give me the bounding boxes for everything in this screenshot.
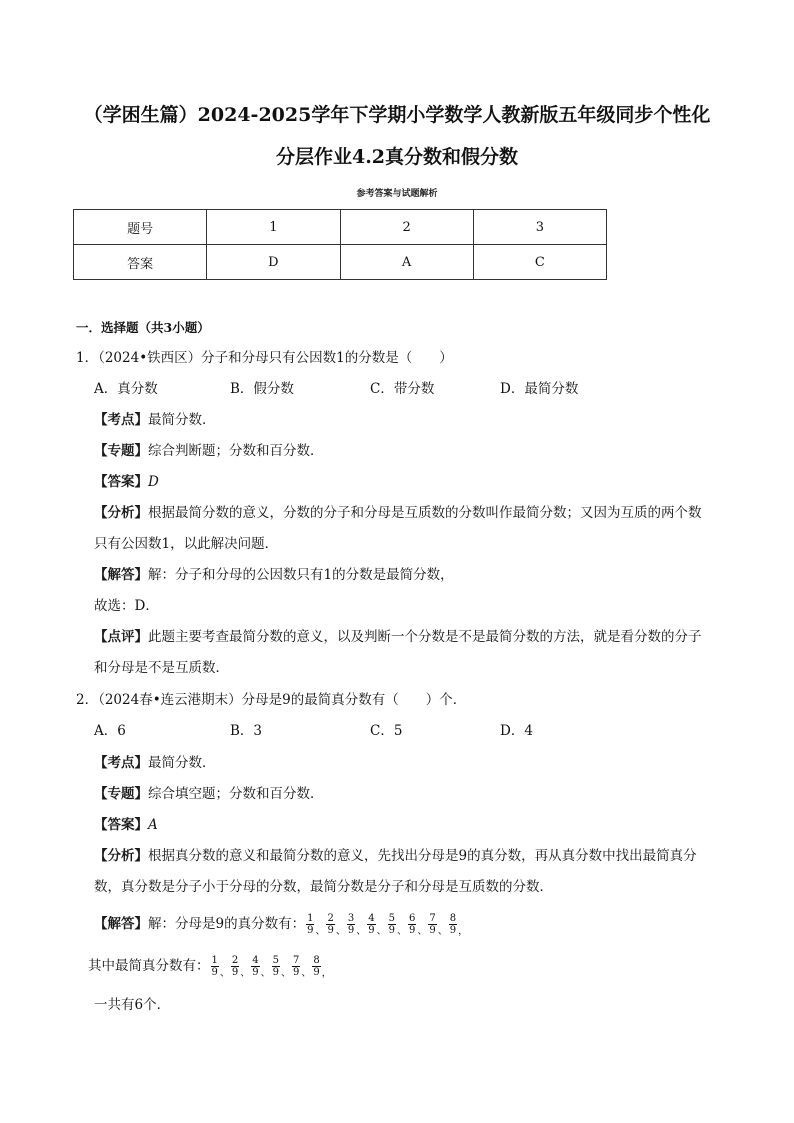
fraction-denominator: 9: [211, 967, 218, 978]
fraction-denominator: 9: [293, 967, 300, 978]
table-cell: 答案: [74, 245, 207, 280]
jieda-tag: 【解答】: [94, 567, 148, 583]
q2-option-d: D．4: [500, 723, 533, 739]
q2-fenxi-line-2: 数，真分数是分子小于分母的分数，最简分数是分子和分母是互质数的分数．: [94, 879, 553, 895]
table-cell: 3: [473, 210, 606, 245]
daan-tag: 【答案】: [94, 474, 148, 490]
fenxi-tag: 【分析】: [94, 505, 148, 521]
q1-jieda-line-1: [94, 565, 454, 585]
fraction-numerator: 2: [231, 955, 239, 966]
fraction-denominator: 9: [368, 925, 375, 936]
q1-option-b: B．假分数: [230, 381, 294, 397]
fraction-list-end: ，: [458, 926, 469, 937]
fraction-list-simplest: [210, 955, 332, 979]
fraction-denominator: 9: [388, 925, 395, 936]
fraction: [312, 955, 320, 978]
fraction-separator: 、: [219, 968, 230, 979]
q1-kaodian: [94, 410, 216, 430]
fraction: [408, 913, 416, 936]
fraction-numerator: 7: [429, 913, 436, 924]
fraction-denominator: 9: [327, 925, 334, 936]
zhuanti-text: 综合填空题；分数和百分数．: [148, 786, 324, 802]
q2-jieda-line-1: [94, 913, 468, 942]
fraction-separator: 、: [315, 926, 326, 937]
daan-text: D: [148, 474, 159, 490]
q1-daan: [94, 472, 159, 492]
fraction-separator: 、: [260, 968, 271, 979]
fenxi-tag: 【分析】: [94, 848, 148, 864]
fraction-separator: 、: [301, 968, 312, 979]
fraction: [211, 955, 219, 978]
fraction-denominator: 9: [272, 967, 279, 978]
fraction: [272, 955, 280, 978]
q2-kaodian: [94, 753, 216, 773]
fraction-separator: 、: [281, 968, 291, 979]
kaodian-tag: 【考点】: [94, 412, 148, 428]
q1-fenxi-line-1: [94, 503, 702, 523]
daan-text: A: [148, 817, 158, 833]
daan-tag: 【答案】: [94, 817, 148, 833]
table-cell: 1: [207, 210, 340, 245]
fraction-separator: 、: [396, 926, 407, 937]
fraction-numerator: 4: [252, 955, 259, 966]
fraction-list-all: [305, 913, 469, 937]
zhuanti-tag: 【专题】: [94, 443, 148, 459]
answer-table: [73, 209, 607, 280]
dianping-text: 此题主要考查最简分数的意义，以及判断一个分数是不是最简分数的方法，就是看分数的分子: [148, 629, 702, 645]
fraction: [388, 913, 396, 936]
q1-fenxi-line-2: 只有公因数1，以此解决问题．: [94, 536, 279, 552]
fraction: [428, 913, 436, 936]
fraction-numerator: 6: [408, 913, 416, 924]
fraction-numerator: 2: [327, 913, 334, 924]
fraction-separator: 、: [356, 926, 367, 937]
fraction: [449, 913, 457, 936]
fraction-numerator: 3: [347, 913, 355, 924]
q2-daan: [94, 815, 158, 835]
jieda-tag: 【解答】: [94, 916, 148, 932]
zhuanti-text: 综合判断题；分数和百分数．: [148, 443, 324, 459]
fraction-denominator: 9: [449, 925, 457, 936]
fenxi-text: 根据真分数的意义和最简分数的意义，先找出分母是9的真分数，再从真分数中找出最简真分: [148, 848, 697, 864]
q1-dianping-line-1: [94, 627, 702, 647]
fraction-denominator: 9: [252, 967, 259, 978]
fraction: [326, 913, 334, 936]
jieda-text: 解：分子和分母的公因数只有1的分数是最简分数，: [148, 567, 454, 583]
fraction-numerator: 1: [211, 955, 218, 966]
table-cell: D: [207, 245, 340, 280]
table-cell: 2: [340, 210, 473, 245]
q2-option-c: C．5: [370, 723, 403, 739]
dianping-tag: 【点评】: [94, 629, 148, 645]
question-1-stem: 1．（2024•铁西区）分子和分母只有公因数1的分数是（ ）: [76, 350, 453, 366]
q1-option-a: A．真分数: [94, 381, 158, 397]
fraction-numerator: 8: [313, 955, 320, 966]
fenxi-text: 根据最简分数的意义，分数的分子和分母是互质数的分数叫作最简分数；又因为互质的两个数: [148, 505, 702, 521]
fraction-denominator: 9: [231, 967, 239, 978]
fraction-denominator: 9: [429, 925, 436, 936]
q2-jieda-line-3: 一共有6个．: [94, 997, 171, 1013]
q2-jieda-line-2: [88, 955, 332, 984]
fraction-separator: 、: [437, 926, 448, 937]
q1-jieda-line-2: 故选：D．: [94, 598, 159, 614]
table-cell: A: [340, 245, 473, 280]
fraction-numerator: 5: [272, 955, 279, 966]
q1-option-d: D．最简分数: [500, 381, 579, 397]
fraction-numerator: 4: [368, 913, 375, 924]
fraction-separator: 、: [240, 968, 251, 979]
fraction: [306, 913, 314, 936]
q2-option-b: B．3: [230, 723, 263, 739]
kaodian-tag: 【考点】: [94, 755, 148, 771]
fraction-separator: 、: [417, 926, 428, 937]
q1-zhuanti: [94, 441, 324, 461]
kaodian-text: 最简分数．: [148, 412, 216, 428]
question-2-stem: 2．（2024春•连云港期末）分母是9的最简真分数有（ ）个．: [76, 692, 467, 708]
table-cell: C: [473, 245, 606, 280]
table-cell: 题号: [74, 210, 207, 245]
fraction-numerator: 5: [388, 913, 395, 924]
answer-table-header-row: [74, 210, 607, 245]
fraction-denominator: 9: [313, 967, 320, 978]
fraction: [251, 955, 259, 978]
q2-zhuanti: [94, 784, 324, 804]
jieda-text: 解：分母是9的真分数有：: [148, 916, 306, 932]
jieda-text: 其中最简真分数有：: [88, 958, 210, 974]
fraction-denominator: 9: [408, 925, 416, 936]
kaodian-text: 最简分数．: [148, 755, 216, 771]
q1-dianping-line-2: 和分母是不是互质数．: [94, 660, 229, 676]
document-subtitle: 参考答案与试题解析: [356, 189, 438, 199]
fraction-numerator: 1: [307, 913, 314, 924]
fraction-denominator: 9: [307, 925, 314, 936]
fraction: [367, 913, 375, 936]
zhuanti-tag: 【专题】: [94, 786, 148, 802]
fraction: [292, 955, 300, 978]
document-title-line-1: （学困生篇）2024-2025学年下学期小学数学人教新版五年级同步个性化: [83, 104, 711, 126]
fraction-numerator: 8: [449, 913, 457, 924]
fraction: [231, 955, 239, 978]
document-title-line-2: 分层作业4.2真分数和假分数: [275, 146, 519, 168]
section-heading: 一．选择题（共3小题）: [76, 320, 210, 335]
fraction-denominator: 9: [347, 925, 355, 936]
fraction-separator: 、: [335, 926, 346, 937]
fraction: [347, 913, 355, 936]
answer-table-answer-row: [74, 245, 607, 280]
q2-option-a: A．6: [94, 723, 126, 739]
fraction-separator: 、: [376, 926, 387, 937]
fraction-numerator: 7: [293, 955, 300, 966]
fraction-list-end: ，: [321, 968, 332, 979]
q2-fenxi-line-1: [94, 846, 697, 866]
q1-option-c: C．带分数: [370, 381, 435, 397]
